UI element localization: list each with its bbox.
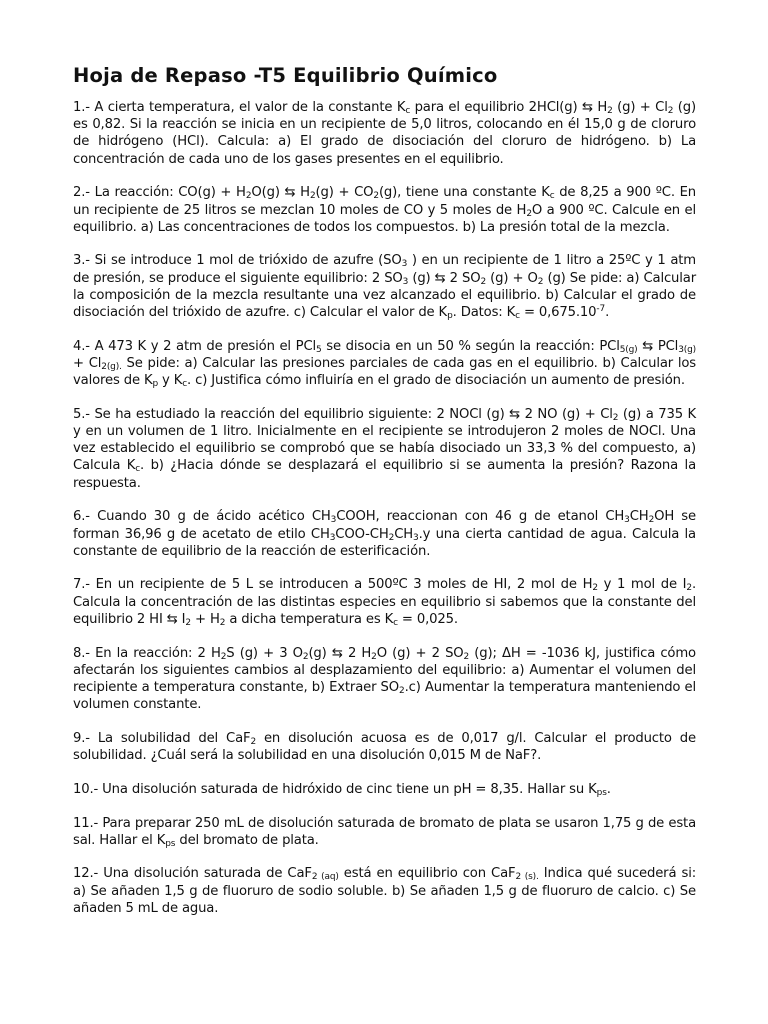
problem-text-segment: del bromato de plata. — [175, 832, 319, 848]
problem-text-segment: 2 — [399, 686, 405, 697]
problem-text-segment: 2 — [309, 191, 316, 202]
problem-text-segment: 2 (s). — [515, 872, 539, 883]
problem-text-segment: 3 — [624, 515, 630, 526]
problem-text-segment: O a 900 ºC. Calcule en el equilibrio. a) Las concentraciones de todos los compuestos. b) La presión total de la mezcla. — [73, 202, 696, 235]
problem-text-segment: 5 — [316, 344, 322, 355]
problem-text-segment: Se pide: a) Calcular las presiones parciales de cada gas en el equilibrio. b) Calcular los valores de K — [73, 355, 696, 389]
problem-text-segment: está en equilibrio con CaF — [338, 866, 516, 882]
problem-text-segment: 12.- Una disolución saturada de CaF — [73, 866, 312, 882]
problem-text-segment: (g) ⇆ 2 H — [308, 645, 372, 661]
problem-text-segment: (g) es 0,82. Si la reacción se inicia en un recipiente de 5,0 litros, colocando en él 15,0 g de cloruro de hidrógeno (HCl). Calcula: a) El grado de disociación del cloruro de hidrógeno. b) La concentración de cada uno de los gases presentes en el equilibrio. — [73, 100, 696, 167]
problem-text-segment: 3 — [402, 276, 409, 287]
problem-8 — [73, 645, 696, 714]
problem-text-segment: S (g) + 3 O — [226, 645, 303, 661]
problem-text-segment: .y una cierta cantidad de agua. Calcula la constante de equilibrio de la reacción de esterificación. — [73, 526, 696, 559]
problem-text-segment: OH se forman 36,96 g de acetato de etilo CH — [73, 509, 696, 542]
problem-text-segment: (g); ΔH = -1036 kJ, justifica cómo afectarán los siguientes cambios al desplazamiento del equilibrio: a) Aumentar el volumen del recipiente a temperatura constante, b) Extraer SO — [73, 645, 696, 695]
problem-text-segment: c — [135, 464, 141, 475]
problem-text-segment: 4.- A 473 K y 2 atm de presión el PCl — [73, 338, 317, 354]
problem-text-segment: 2(g). — [101, 362, 122, 373]
problem-10 — [73, 781, 696, 798]
problem-9 — [73, 730, 696, 764]
problem-text-segment: CH — [394, 526, 414, 542]
problem-text-segment: y 1 mol de I — [597, 577, 687, 593]
problem-text-segment: CH — [629, 509, 649, 525]
problem-text-segment: c — [393, 618, 398, 629]
problem-text-segment: c — [515, 311, 520, 322]
problem-text-segment: 2 — [185, 618, 191, 629]
problem-text-segment: COOH, reaccionan con 46 g de etanol CH — [336, 509, 625, 525]
problem-text-segment: 3(g) — [678, 344, 697, 355]
problem-text-segment: 3 — [330, 515, 337, 526]
problem-text-segment: (g) Se pide: a) Calcular la composición de la mezcla resultante una vez alcanzado el equilibrio. b) Calcular el grado de disociación del trióxido de azufre. c) Calcular el valor de K — [73, 270, 696, 321]
problem-text-segment: + H — [190, 611, 220, 627]
problem-text-segment: (g) ⇆ 2 SO — [408, 270, 481, 286]
problem-text-segment: 2 (aq) — [311, 872, 339, 883]
problem-text-segment: c — [405, 106, 411, 117]
problem-text-segment: en disolución acuosa es de 0,017 g/l. Calcular el producto de solubilidad. ¿Cuál será la solubilidad en una disolución 0,015 M de NaF?. — [73, 730, 696, 764]
problem-text-segment: O(g) ⇆ H — [251, 185, 310, 201]
problem-list — [73, 99, 696, 917]
problem-text-segment: 2 — [463, 651, 470, 662]
problem-text-segment: ) en un recipiente de 1 litro a 25ºC y 1 atm de presión, se produce el siguiente equilibrio: 2 SO — [73, 253, 696, 286]
problem-text-segment: 6.- Cuando 30 g de ácido acético CH — [73, 509, 331, 525]
problem-text-segment: p — [447, 311, 453, 322]
problem-text-segment: 2 — [648, 515, 655, 526]
problem-text-segment: se disocia en un 50 % según la reacción: PCl — [321, 338, 620, 354]
problem-text-segment: 2 — [245, 191, 252, 202]
problem-text-segment: 11.- Para preparar 250 mL de disolución saturada de bromato de plata se usaron 1,75 g de esta sal. Hallar el K — [73, 815, 696, 848]
problem-text-segment: 9.- La solubilidad del CaF — [73, 730, 251, 746]
problem-text-segment: ps — [596, 788, 607, 799]
problem-text-segment: (g) + O — [486, 270, 538, 286]
problem-text-segment: 2 — [373, 191, 379, 202]
problem-text-segment: 7.- En un recipiente de 5 L se introducen a 500ºC 3 moles de HI, 2 mol de H — [73, 577, 593, 593]
problem-text-segment: . Datos: K — [452, 305, 516, 321]
problem-text-segment: 2 — [592, 583, 598, 594]
problem-6 — [73, 508, 696, 560]
problem-text-segment: .c) Aumentar la temperatura manteniendo el volumen constante. — [73, 679, 696, 713]
problem-text-segment: 2 — [250, 737, 256, 748]
problem-3 — [73, 252, 696, 321]
problem-text-segment: COO-CH — [335, 526, 389, 542]
page-title: Hoja de Repaso -T5 Equilibrio Químico — [73, 64, 498, 87]
problem-11 — [73, 815, 696, 849]
problem-text-segment: (g), tiene una constante K — [378, 185, 550, 201]
problem-text-segment: 2 — [686, 583, 692, 594]
problem-text-segment: 2 — [607, 106, 613, 117]
problem-text-segment: de 8,25 a 900 ºC. En un recipiente de 25 litros se mezclan 10 moles de CO y 5 moles de H — [73, 185, 696, 218]
problem-text-segment: 2 — [612, 413, 619, 424]
problem-text-segment: . — [606, 781, 611, 797]
problem-text-segment: (g) a 735 K y en un volumen de 1 litro. Inicialmente en el recipiente se introdujeron 2 moles de NOCl. Una vez establecido el equilibrio se comprobó que se había disociado un 33,3 % del compuesto, a) Calcula K — [73, 406, 697, 474]
problem-text-segment: 5.- Se ha estudiado la reacción del equilibrio siguiente: 2 NOCl (g) ⇆ 2 NO (g) + Cl — [73, 406, 613, 422]
problem-text-segment: 2 — [537, 276, 544, 287]
problem-text-segment: c — [549, 191, 555, 202]
problem-text-segment: 3 — [401, 259, 408, 270]
problem-text-segment: 2 — [667, 106, 674, 117]
problem-text-segment: 3 — [413, 532, 419, 543]
problem-text-segment: p — [152, 379, 158, 390]
problem-text-segment: ⇆ PCl — [637, 338, 679, 354]
problem-text-segment: 2 — [371, 651, 377, 662]
problem-text-segment: 1.- A cierta temperatura, el valor de la constante K — [73, 100, 406, 115]
problem-text-segment: O (g) + 2 SO — [376, 645, 464, 661]
problem-text-segment: 3 — [329, 532, 336, 543]
problem-text-segment: . c) Justifica cómo influiría en el grado de disociación un aumento de presión. — [187, 373, 685, 389]
problem-text-segment: 2 — [526, 208, 532, 219]
problem-7 — [73, 576, 696, 628]
problem-text-segment: 2 — [302, 651, 309, 662]
problem-text-segment: c — [182, 379, 188, 390]
problem-text-segment: 2 — [480, 276, 487, 287]
problem-text-segment: 3.- Si se introduce 1 mol de trióxido de azufre (SO — [73, 253, 402, 269]
problem-text-segment: . b) ¿Hacia dónde se desplazará el equilibrio si se aumenta la presión? Razona la respuesta. — [73, 458, 697, 491]
problem-2 — [73, 184, 696, 236]
problem-text-segment: + Cl — [73, 355, 102, 371]
problem-5 — [73, 406, 696, 492]
problem-text-segment: ps — [165, 838, 176, 849]
problem-text-segment: 10.- Una disolución saturada de hidróxido de cinc tiene un pH = 8,35. Hallar su K — [73, 781, 597, 797]
problem-text-segment: y K — [158, 373, 183, 389]
problem-text-segment: 2 — [220, 651, 227, 662]
problem-text-segment: 2 — [219, 618, 226, 629]
problem-text-segment: 8.- En la reacción: 2 H — [73, 645, 221, 661]
problem-12 — [73, 865, 696, 917]
problem-1 — [73, 99, 696, 168]
problem-text-segment: . — [605, 305, 610, 321]
problem-text-segment: Indica qué sucederá si: a) Se añaden 1,5 g de fluoruro de sodio soluble. b) Se añaden 1,5 g de fluoruro de calcio. c) Se añaden 5 mL de agua. — [73, 866, 696, 916]
problem-text-segment: a dicha temperatura es K — [225, 611, 394, 627]
problem-text-segment: (g) + CO — [315, 185, 374, 201]
problem-text-segment: 2.- La reacción: CO(g) + H — [73, 185, 246, 201]
problem-text-segment: . Calcula la concentración de las distintas especies en equilibrio si sabemos que la constante del equilibrio 2 HI ⇆ I — [73, 577, 696, 627]
problem-text-segment: 2 — [388, 532, 395, 543]
problem-text-segment: 5(g) — [619, 344, 638, 355]
problem-4 — [73, 338, 696, 390]
problem-text-segment: para el equilibrio 2HCl(g) ⇆ H — [410, 100, 608, 115]
problem-text-segment: = 0,025. — [397, 611, 458, 627]
problem-text-segment: = 0,675.10 — [519, 305, 597, 321]
problem-text-segment: -7 — [596, 304, 606, 315]
problem-text-segment: (g) + Cl — [612, 100, 668, 115]
